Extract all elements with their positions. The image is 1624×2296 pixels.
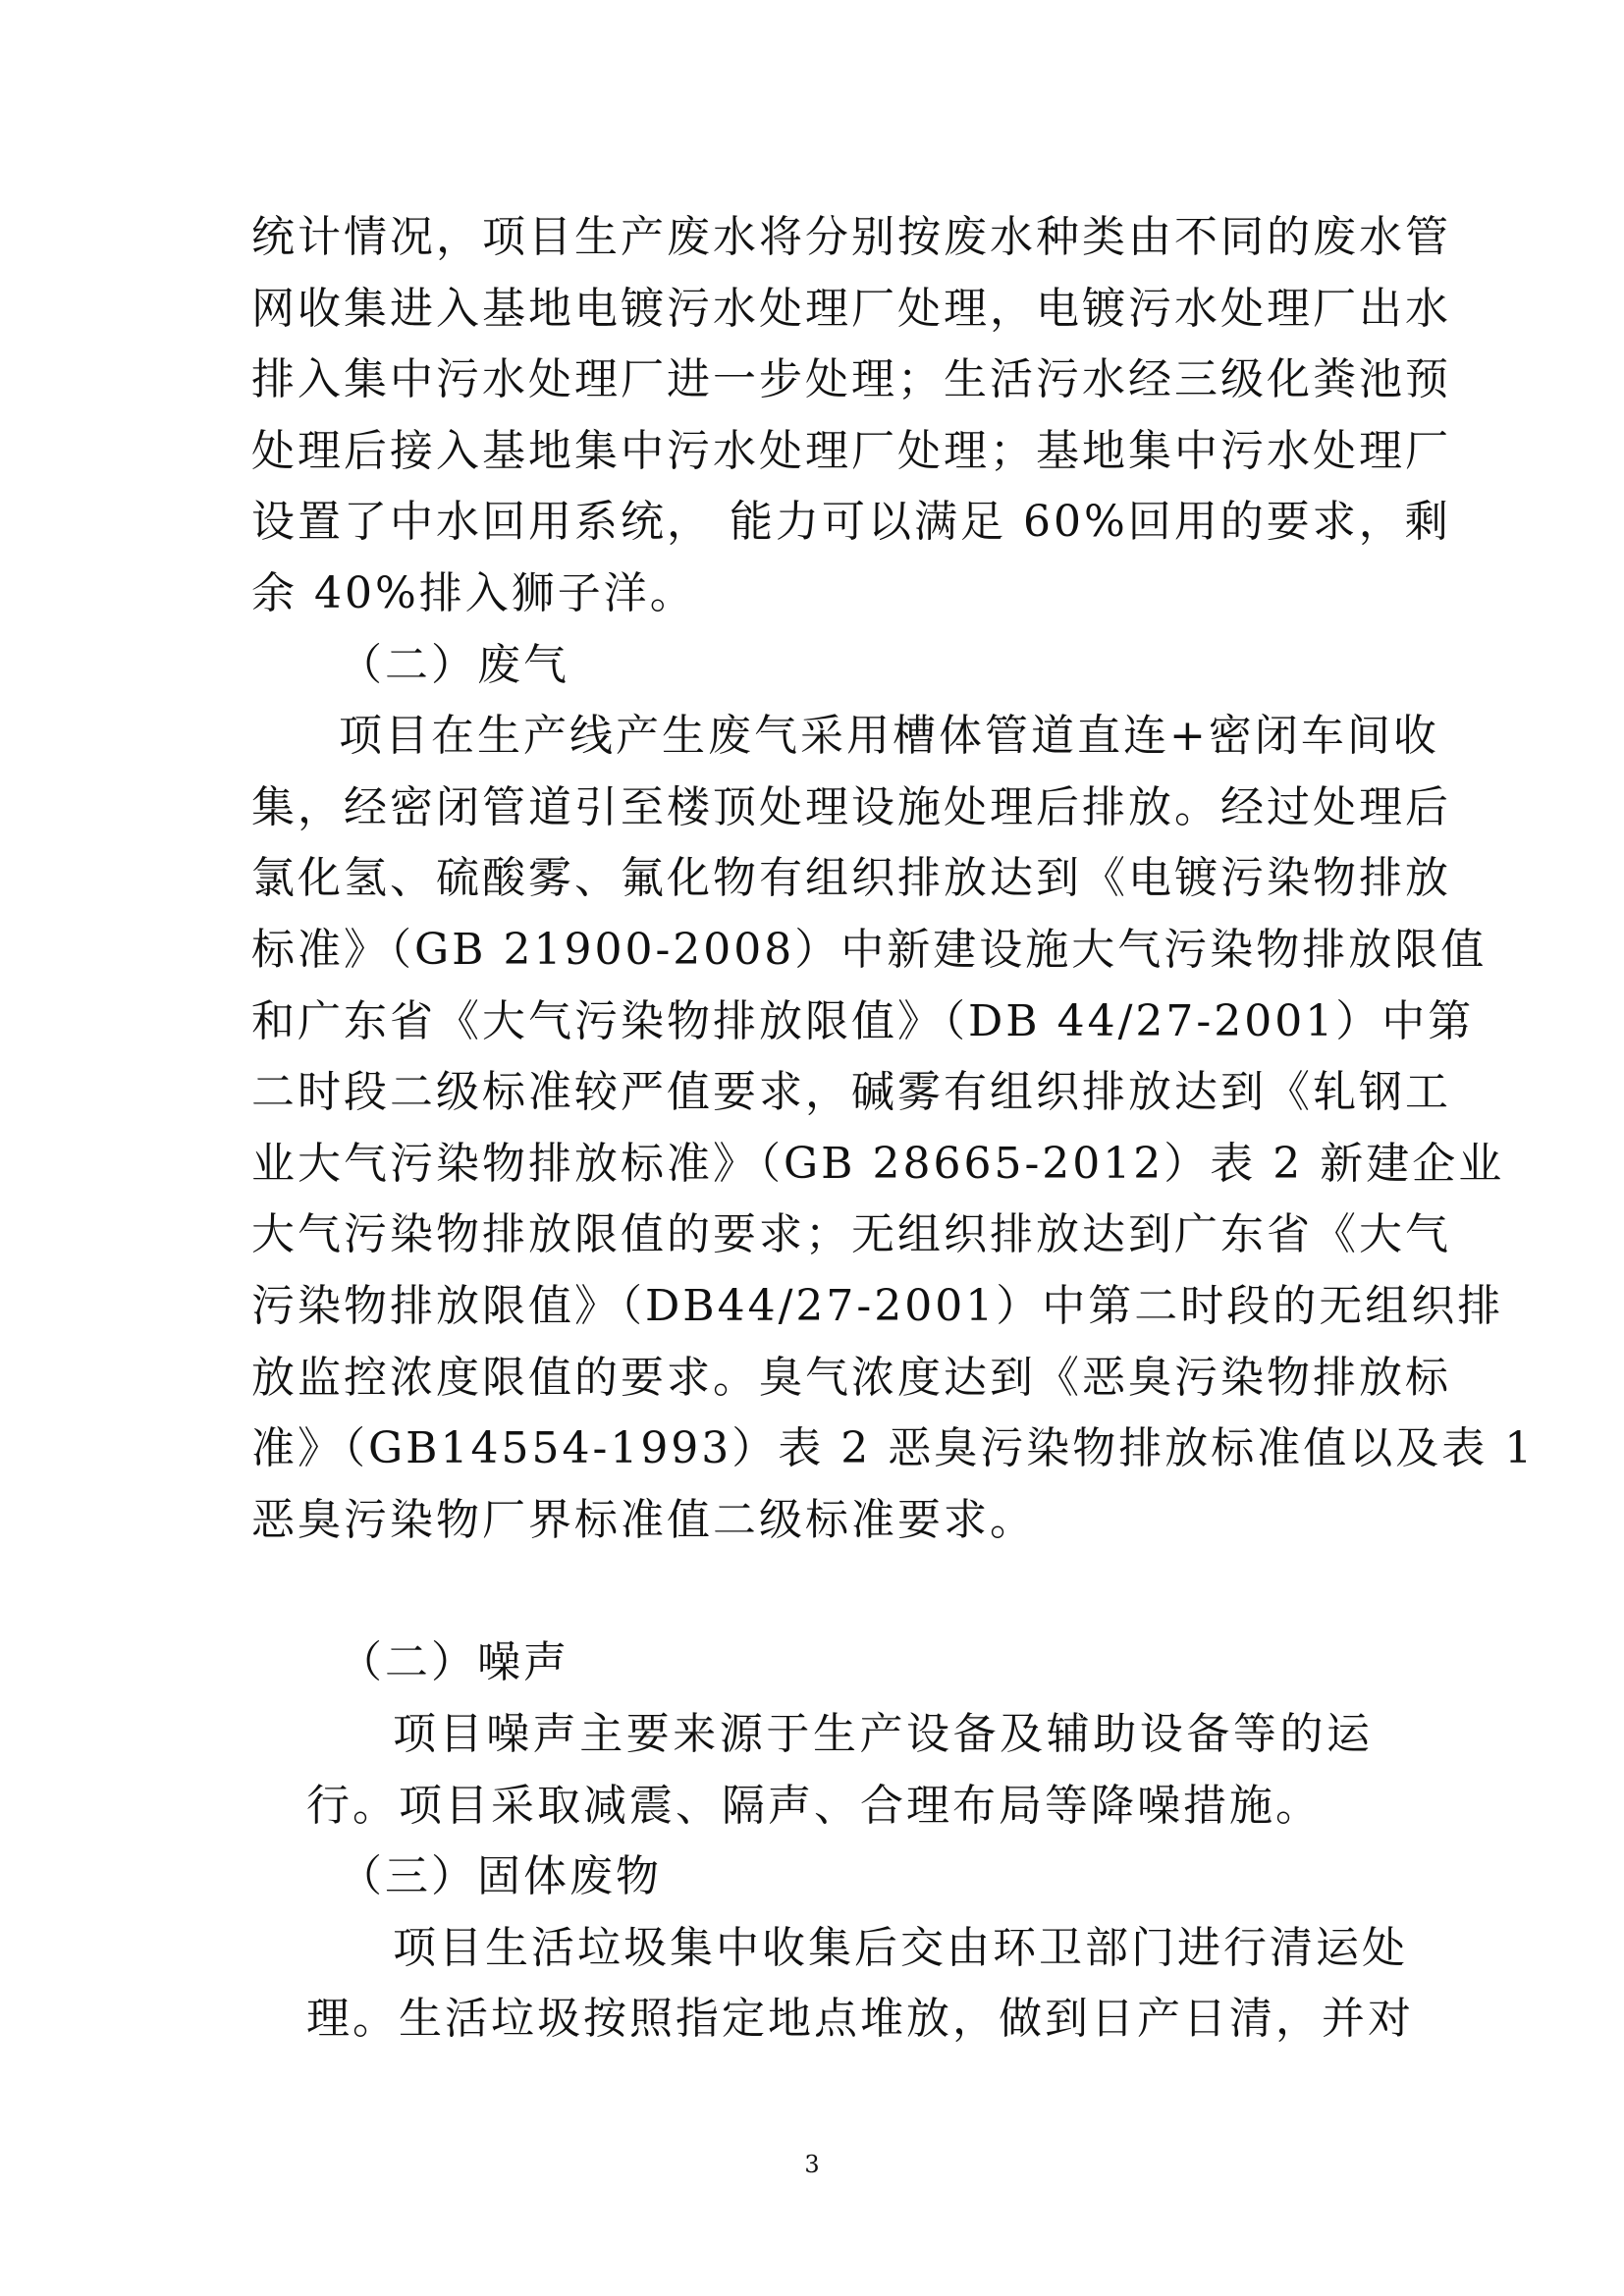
text-line: 二时段二级标准较严值要求，碱雾有组织排放达到《轧钢工 xyxy=(251,1067,1451,1117)
text-line: 放监控浓度限值的要求。臭气浓度达到《恶臭污染物排放标 xyxy=(251,1353,1451,1403)
text-line: 集，经密闭管道引至楼顶处理设施处理后排放。经过处理后 xyxy=(251,782,1451,832)
section-heading-solid-waste: （三）固体废物 xyxy=(339,1851,662,1901)
text-line: 统计情况，项目生产废水将分别按废水种类由不同的废水管 xyxy=(251,212,1451,262)
section-heading-exhaust-gas: （二）废气 xyxy=(339,640,569,690)
text-line: 处理后接入基地集中污水处理厂处理；基地集中污水处理厂 xyxy=(251,426,1451,476)
section-heading-noise: （二）噪声 xyxy=(339,1637,569,1687)
text-line: 余 40%排入狮子洋。 xyxy=(251,568,696,618)
text-line: 项目在生产线产生废气采用槽体管道直连+密闭车间收 xyxy=(339,711,1439,761)
text-line: 项目噪声主要来源于生产设备及辅助设备等的运 xyxy=(393,1709,1373,1759)
text-line: 准》（GB14554-1993）表 2 恶臭污染物排放标准值以及表 1 xyxy=(251,1423,1536,1473)
text-line: 排入集中污水处理厂进一步处理；生活污水经三级化粪池预 xyxy=(251,354,1451,404)
text-line: 网收集进入基地电镀污水处理厂处理，电镀污水处理厂出水 xyxy=(251,284,1451,334)
text-line: 设置了中水回用系统， 能力可以满足 60%回用的要求，剩 xyxy=(251,497,1451,547)
text-line: 氯化氢、硫酸雾、氟化物有组织排放达到《电镀污染物排放 xyxy=(251,853,1451,903)
page-number: 3 xyxy=(804,2151,820,2178)
text-line: 标准》（GB 21900-2008）中新建设施大气污染物排放限值 xyxy=(251,925,1488,975)
text-line: 行。项目采取减震、隔声、合理布局等降噪措施。 xyxy=(306,1781,1322,1831)
text-line: 项目生活垃圾集中收集后交由环卫部门进行清运处 xyxy=(393,1923,1408,1973)
text-line: 业大气污染物排放标准》（GB 28665-2012）表 2 新建企业 xyxy=(251,1139,1505,1189)
text-line: 污染物排放限值》（DB44/27-2001）中第二时段的无组织排 xyxy=(251,1281,1504,1331)
text-line: 和广东省《大气污染物排放限值》（DB 44/27-2001）中第 xyxy=(251,996,1475,1046)
text-line: 恶臭污染物厂界标准值二级标准要求。 xyxy=(251,1495,1036,1545)
text-line: 大气污染物排放限值的要求；无组织排放达到广东省《大气 xyxy=(251,1209,1451,1259)
text-line: 理。生活垃圾按照指定地点堆放，做到日产日清，并对 xyxy=(306,1994,1414,2044)
